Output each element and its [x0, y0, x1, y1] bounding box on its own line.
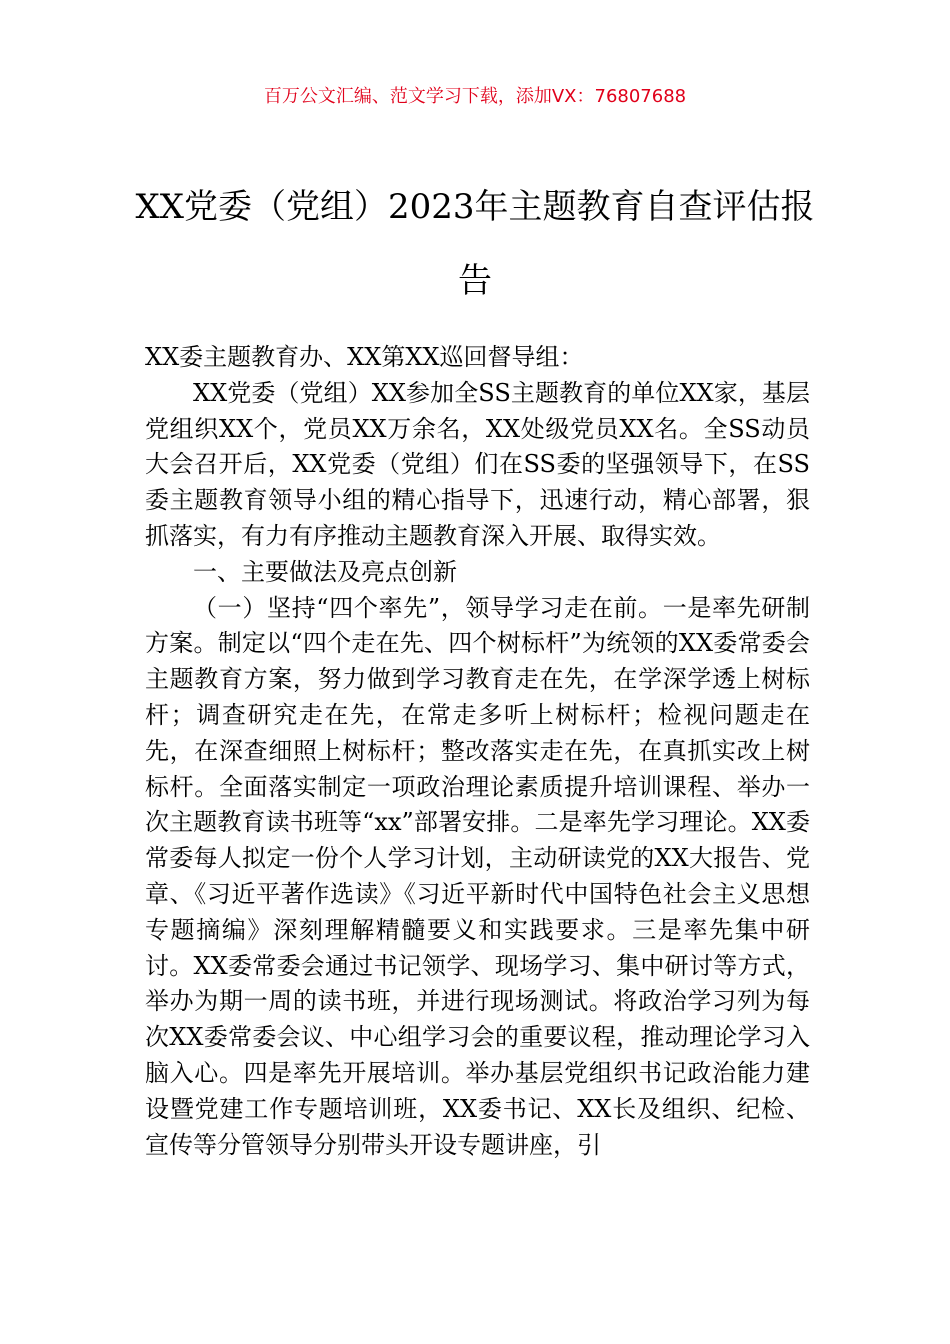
paragraph-intro: XX党委（党组）XX参加全SS主题教育的单位XX家，基层党组织XX个，党员XX万余名，XX处级党员XX名。全SS动员大会召开后，XX党委（党组）们在SS委的坚强领导下，在SS委主题教育领导小组的精心指导下，迅速行动，精心部署，狠抓落实，有力有序推动主题教育深入开展、取得实效。 [145, 378, 810, 550]
document-title: XX党委（党组）2023年主题教育自查评估报告 [135, 187, 815, 301]
document-body [145, 340, 810, 1163]
section-heading: 一、主要做法及亮点创新 [193, 557, 457, 586]
header-note: 百万公文汇编、范文学习下载，添加VX：76807688 [263, 86, 687, 107]
paragraph-section-1: （一）坚持“四个率先”，领导学习走在前。一是率先研制方案。制定以“四个走在先、四个树标杆”为统领的XX委常委会主题教育方案，努力做到学习教育走在先，在学深学透上树标杆；调查研究走在先，在常走多听上树标杆；检视问题走在先，在深查细照上树标杆；整改落实走在先，在真抓实改上树标杆。全面落实制定一项政治理论素质提升培训课程、举办一次主题教育读书班等“xx”部署安排。二是率先学习理论。XX委常委每人拟定一份个人学习计划，主动研读党的XX大报告、党章、《习近平著作选读》《习近平新时代中国特色社会主义思想专题摘编》深刻理解精髓要义和实践要求。三是率先集中研讨。XX委常委会通过书记领学、现场学习、集中研讨等方式，举办为期一周的读书班，并进行现场测试。将政治学习列为每次XX委常委会议、中心组学习会的重要议程，推动理论学习入脑入心。四是率先开展培训。举办基层党组织书记政治能力建设暨党建工作专题培训班，XX委书记、XX长及组织、纪检、宣传等分管领导分别带头开设专题讲座，引 [145, 593, 810, 1159]
salutation: XX委主题教育办、XX第XX巡回督导组： [145, 343, 584, 371]
